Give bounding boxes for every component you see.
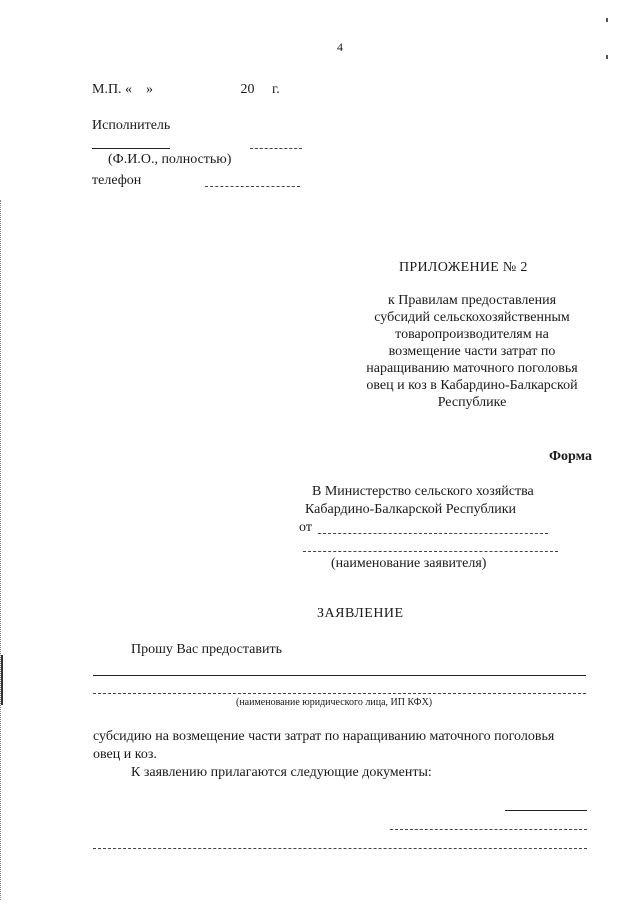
page-number: 4	[337, 40, 343, 54]
appendix-line: товаропроизводителям на	[395, 327, 549, 342]
scan-speck	[606, 55, 608, 59]
attachment-line-1	[505, 810, 587, 811]
request-text: Прошу Вас предоставить	[131, 642, 282, 657]
addressee-line-1: В Министерство сельского хозяйства	[312, 484, 534, 499]
executor-name-line	[250, 148, 302, 149]
attachment-line-2	[390, 829, 587, 830]
appendix-line: Республике	[437, 395, 507, 410]
appendix-reference	[352, 292, 592, 411]
appendix-line: овец и коз в Кабардино-Балкарской	[366, 378, 578, 393]
appendix-line: к Правилам предоставления	[387, 293, 557, 308]
executor-label: Исполнитель	[92, 118, 171, 133]
subsidy-text-line-2: овец и коз.	[93, 747, 157, 762]
appendix-line: наращиванию маточного поголовья	[366, 361, 578, 376]
phone-line	[205, 186, 300, 187]
statement-title: ЗАЯВЛЕНИЕ	[317, 606, 404, 621]
from-label: от	[299, 520, 312, 535]
applicant-line-2	[303, 551, 558, 552]
appendix-title: ПРИЛОЖЕНИЕ № 2	[399, 260, 528, 275]
scan-speck	[606, 18, 608, 22]
addressee-line-2: Кабардино-Балкарской Республики	[305, 502, 516, 517]
phone-label: телефон	[92, 173, 142, 188]
scan-edge-mark-dark	[1, 655, 3, 705]
appendix-line: субсидий сельскохозяйственным	[374, 310, 570, 325]
applicant-hint: (наименование заявителя)	[331, 556, 487, 571]
entity-line-2	[93, 693, 586, 694]
entity-line-1	[93, 675, 586, 676]
appendix-line: возмещение части затрат по	[388, 344, 556, 359]
attachments-text: К заявлению прилагаются следующие документы:	[131, 765, 432, 780]
form-label: Форма	[549, 449, 593, 464]
stamp-date-line: М.П. « » 20 г.	[92, 82, 280, 97]
applicant-line-1	[318, 533, 548, 534]
scan-edge-mark	[0, 200, 2, 900]
executor-signature-line	[92, 148, 170, 149]
entity-hint: (наименование юридического лица, ИП КФХ)	[236, 697, 433, 708]
attachment-line-3	[93, 848, 587, 849]
subsidy-text-line-1: субсидию на возмещение части затрат по наращиванию маточного поголовья	[93, 729, 555, 744]
fio-hint: (Ф.И.О., полностью)	[108, 152, 232, 167]
